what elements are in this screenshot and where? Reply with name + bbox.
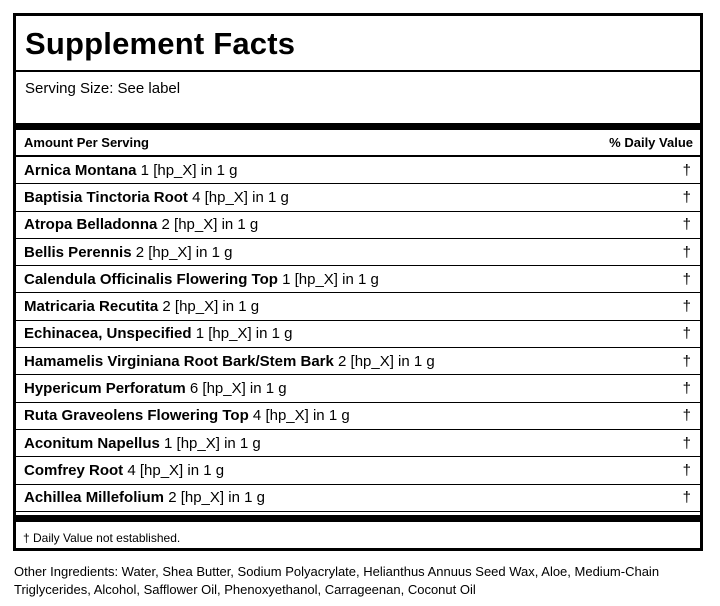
- ingredient-amount: 1 [hp_X] in 1 g: [159, 434, 261, 452]
- table-row: [16, 239, 700, 266]
- table-row: [16, 457, 700, 484]
- ingredient-text: [24, 244, 232, 261]
- ingredient-text: [24, 407, 350, 424]
- amount-per-serving-label: Amount Per Serving: [24, 135, 149, 150]
- table-row: [16, 184, 700, 211]
- table-row: [16, 430, 700, 457]
- ingredient-amount: 4 [hp_X] in 1 g: [123, 461, 225, 479]
- ingredient-amount: 2 [hp_X] in 1 g: [333, 352, 435, 370]
- ingredient-text: [24, 435, 261, 452]
- ingredient-amount: 2 [hp_X] in 1 g: [164, 489, 265, 507]
- daily-value-dagger: †: [682, 188, 691, 206]
- other-ingredients: Other Ingredients: Water, Shea Butter, Sodium Polyacrylate, Helianthus Annuus Seed Wax, Aloe, Medium-Chain Triglycerides, Alcohol, Safflower Oil, Phenoxyethanol, Carrageenan, Coconut Oil: [14, 564, 660, 597]
- daily-value-dagger: †: [682, 161, 691, 179]
- table-row: [16, 321, 700, 348]
- daily-value-dagger: †: [682, 243, 691, 261]
- ingredient-text: [24, 298, 259, 315]
- daily-value-dagger: †: [682, 270, 691, 288]
- ingredient-text: [24, 462, 224, 479]
- ingredient-name: Echinacea, Unspecified: [24, 325, 192, 343]
- table-row: [16, 266, 700, 293]
- daily-value-dagger: †: [682, 380, 691, 398]
- daily-value-dagger: †: [682, 352, 691, 370]
- serving-size: Serving Size: See label: [25, 80, 181, 97]
- table-row: [16, 348, 700, 375]
- daily-value-dagger: †: [682, 489, 691, 507]
- daily-value-label: % Daily Value: [609, 135, 693, 150]
- ingredient-name: Calendula Officinalis Flowering Top: [24, 270, 278, 288]
- ingredient-amount: 2 [hp_X] in 1 g: [158, 298, 260, 316]
- ingredient-amount: 1 [hp_X] in 1 g: [136, 161, 238, 179]
- ingredient-name: Matricaria Recutita: [24, 298, 159, 316]
- table-row: [16, 293, 700, 320]
- daily-value-dagger: †: [682, 325, 691, 343]
- panel-title: Supplement Facts: [25, 26, 296, 61]
- footer-divider: [16, 515, 700, 522]
- ingredient-amount: 2 [hp_X] in 1 g: [157, 216, 259, 234]
- table-header: [16, 130, 700, 155]
- ingredient-name: Arnica Montana: [24, 161, 137, 179]
- ingredient-text: [24, 189, 289, 206]
- ingredient-name: Atropa Belladonna: [24, 216, 158, 234]
- table-row: [16, 403, 700, 430]
- daily-value-dagger: †: [682, 216, 691, 234]
- daily-value-footnote: † Daily Value not established.: [23, 530, 181, 545]
- ingredient-text: [24, 380, 287, 397]
- daily-value-dagger: †: [682, 298, 691, 316]
- table-row: [16, 212, 700, 239]
- ingredient-name: Hamamelis Virginiana Root Bark/Stem Bark: [24, 352, 334, 370]
- ingredient-name: Aconitum Napellus: [24, 434, 160, 452]
- ingredient-list: [16, 157, 700, 512]
- daily-value-dagger: †: [682, 461, 691, 479]
- daily-value-dagger: †: [682, 434, 691, 452]
- serving-divider: [16, 123, 700, 130]
- ingredient-text: [24, 353, 435, 370]
- ingredient-name: Baptisia Tinctoria Root: [24, 188, 188, 206]
- ingredient-amount: 4 [hp_X] in 1 g: [187, 188, 289, 206]
- ingredient-name: Bellis Perennis: [24, 243, 132, 261]
- table-row: [16, 375, 700, 402]
- ingredient-amount: 1 [hp_X] in 1 g: [191, 325, 293, 343]
- ingredient-amount: 4 [hp_X] in 1 g: [248, 407, 350, 425]
- ingredient-name: Hypericum Perforatum: [24, 380, 186, 398]
- table-row: [16, 485, 700, 512]
- ingredient-text: [24, 325, 292, 342]
- ingredient-name: Ruta Graveolens Flowering Top: [24, 407, 249, 425]
- supplement-facts-panel: [13, 13, 703, 551]
- table-row: [16, 157, 700, 184]
- ingredient-amount: 6 [hp_X] in 1 g: [185, 380, 287, 398]
- ingredient-amount: 2 [hp_X] in 1 g: [131, 243, 233, 261]
- ingredient-text: [24, 489, 265, 506]
- ingredient-name: Achillea Millefolium: [24, 489, 165, 507]
- ingredient-name: Comfrey Root: [24, 461, 124, 479]
- ingredient-text: [24, 162, 237, 179]
- ingredient-text: [24, 216, 258, 233]
- ingredient-amount: 1 [hp_X] in 1 g: [277, 270, 379, 288]
- ingredient-text: [24, 271, 379, 288]
- daily-value-dagger: †: [682, 407, 691, 425]
